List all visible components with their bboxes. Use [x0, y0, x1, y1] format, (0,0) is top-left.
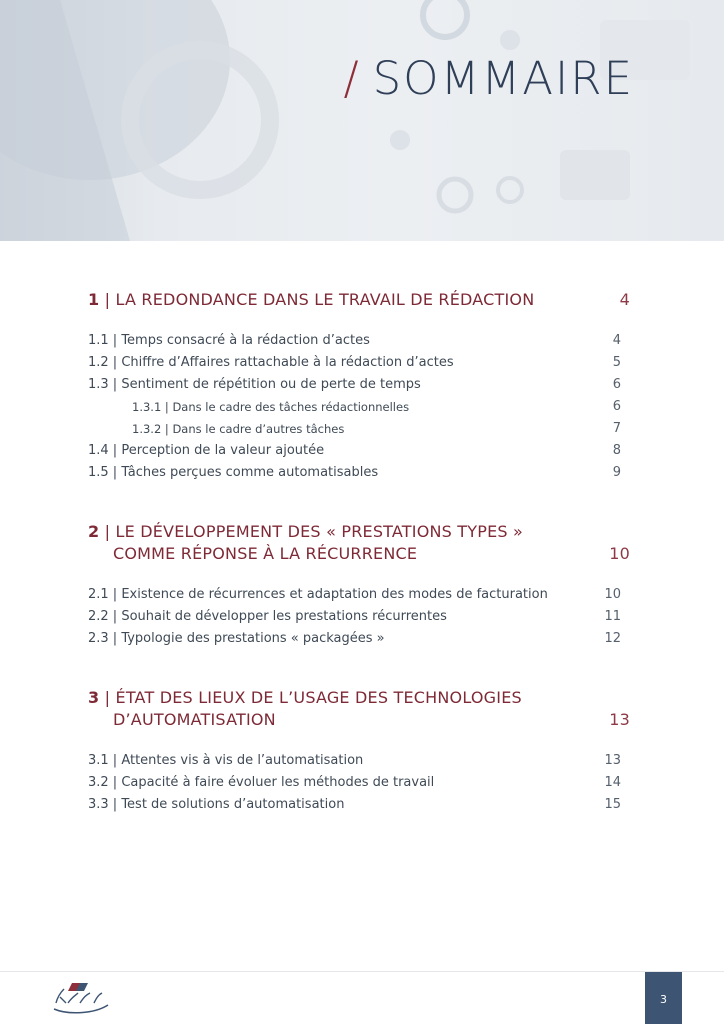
footer-divider: [0, 971, 724, 972]
toc-entry-page: 4: [612, 333, 621, 348]
toc-subentry[interactable]: [88, 418, 636, 440]
page-number-tab: [645, 972, 682, 1024]
toc-entry[interactable]: [88, 330, 636, 352]
section-number: 2: [88, 522, 100, 541]
toc-entry[interactable]: [88, 772, 636, 794]
section-heading[interactable]: 2 | LE DÉVELOPPEMENT DES « PRESTATIONS TYPES » COMME RÉPONSE À LA RÉCURRENCE 10: [88, 521, 636, 565]
toc-section-1[interactable]: [88, 289, 636, 311]
toc-entry[interactable]: [88, 606, 636, 628]
page-title: [343, 52, 634, 105]
toc-entry-page: 12: [604, 631, 621, 646]
toc-entry-label: 1.3.2 | Dans le cadre d’autres tâches: [132, 422, 345, 436]
toc-entry-label: 1.4 | Perception de la valeur ajoutée: [88, 443, 325, 458]
legal-pilot-logo: [50, 981, 112, 1015]
toc-section-3[interactable]: [88, 687, 636, 731]
toc-entry-label: 2.1 | Existence de récurrences et adaptation des modes de facturation: [88, 587, 548, 602]
toc-entry-label: 1.3.1 | Dans le cadre des tâches rédactionnelles: [132, 400, 410, 414]
toc-entry-page: 10: [604, 587, 621, 602]
toc-entry-label: 1.5 | Tâches perçues comme automatisables: [88, 465, 379, 480]
toc-entry-label: 1.2 | Chiffre d’Affaires rattachable à la rédaction d’actes: [88, 355, 454, 370]
toc-entry-label: 1.3 | Sentiment de répétition ou de perte de temps: [88, 377, 421, 392]
title-slash: /: [343, 52, 361, 105]
section-title: LE DÉVELOPPEMENT DES « PRESTATIONS TYPES »: [115, 522, 524, 541]
section-heading[interactable]: 3 | ÉTAT DES LIEUX DE L’USAGE DES TECHNOLOGIES D’AUTOMATISATION 13: [88, 687, 636, 731]
toc-entry-page: 14: [604, 775, 621, 790]
toc-section-2-items: [88, 584, 636, 650]
toc-entry-page: 6: [612, 399, 621, 414]
toc-entry-label: 3.3 | Test de solutions d’automatisation: [88, 797, 345, 812]
toc-entry[interactable]: [88, 584, 636, 606]
section-page: 13: [609, 710, 630, 729]
toc-entry[interactable]: [88, 750, 636, 772]
banner-background-illustration: [0, 0, 724, 241]
section-page: 10: [609, 544, 630, 563]
section-heading[interactable]: 1 | LA REDONDANCE DANS LE TRAVAIL DE RÉDACTION 4: [88, 290, 630, 309]
toc-entry[interactable]: [88, 440, 636, 462]
section-number: 3: [88, 688, 100, 707]
toc-entry-page: 15: [604, 797, 621, 812]
section-number: 1: [88, 290, 100, 309]
toc-entry-page: 6: [612, 377, 621, 392]
toc-section-1-items: [88, 330, 636, 484]
page-number: 3: [660, 993, 667, 1006]
toc-entry-page: 9: [612, 465, 621, 480]
section-title: LA REDONDANCE DANS LE TRAVAIL DE RÉDACTION: [115, 290, 535, 309]
toc-entry-label: 1.1 | Temps consacré à la rédaction d’actes: [88, 333, 370, 348]
toc-entry-page: 11: [604, 609, 621, 624]
toc-entry-label: 2.2 | Souhait de développer les prestations récurrentes: [88, 609, 447, 624]
toc-entry[interactable]: [88, 794, 636, 816]
toc-entry[interactable]: [88, 462, 636, 484]
toc-entry[interactable]: [88, 352, 636, 374]
toc-entry-label: 3.2 | Capacité à faire évoluer les méthodes de travail: [88, 775, 435, 790]
section-title-continued: D’AUTOMATISATION: [113, 710, 276, 729]
toc-subentry[interactable]: [88, 396, 636, 418]
section-title: ÉTAT DES LIEUX DE L’USAGE DES TECHNOLOGIES: [115, 688, 522, 707]
toc-entry-page: 5: [612, 355, 621, 370]
header-banner: [0, 0, 724, 241]
toc-entry-page: 7: [612, 421, 621, 436]
toc-entry-page: 13: [604, 753, 621, 768]
toc-entry-label: 3.1 | Attentes vis à vis de l’automatisation: [88, 753, 364, 768]
toc-entry-page: 8: [612, 443, 621, 458]
toc-section-2[interactable]: [88, 521, 636, 565]
toc-entry[interactable]: [88, 628, 636, 650]
toc-entry-label: 2.3 | Typologie des prestations « packagées »: [88, 631, 385, 646]
section-page: 4: [619, 290, 630, 309]
toc-entry[interactable]: [88, 374, 636, 396]
section-title-continued: COMME RÉPONSE À LA RÉCURRENCE: [113, 544, 418, 563]
toc-section-3-items: [88, 750, 636, 816]
title-text: SOMMAIRE: [372, 52, 634, 105]
